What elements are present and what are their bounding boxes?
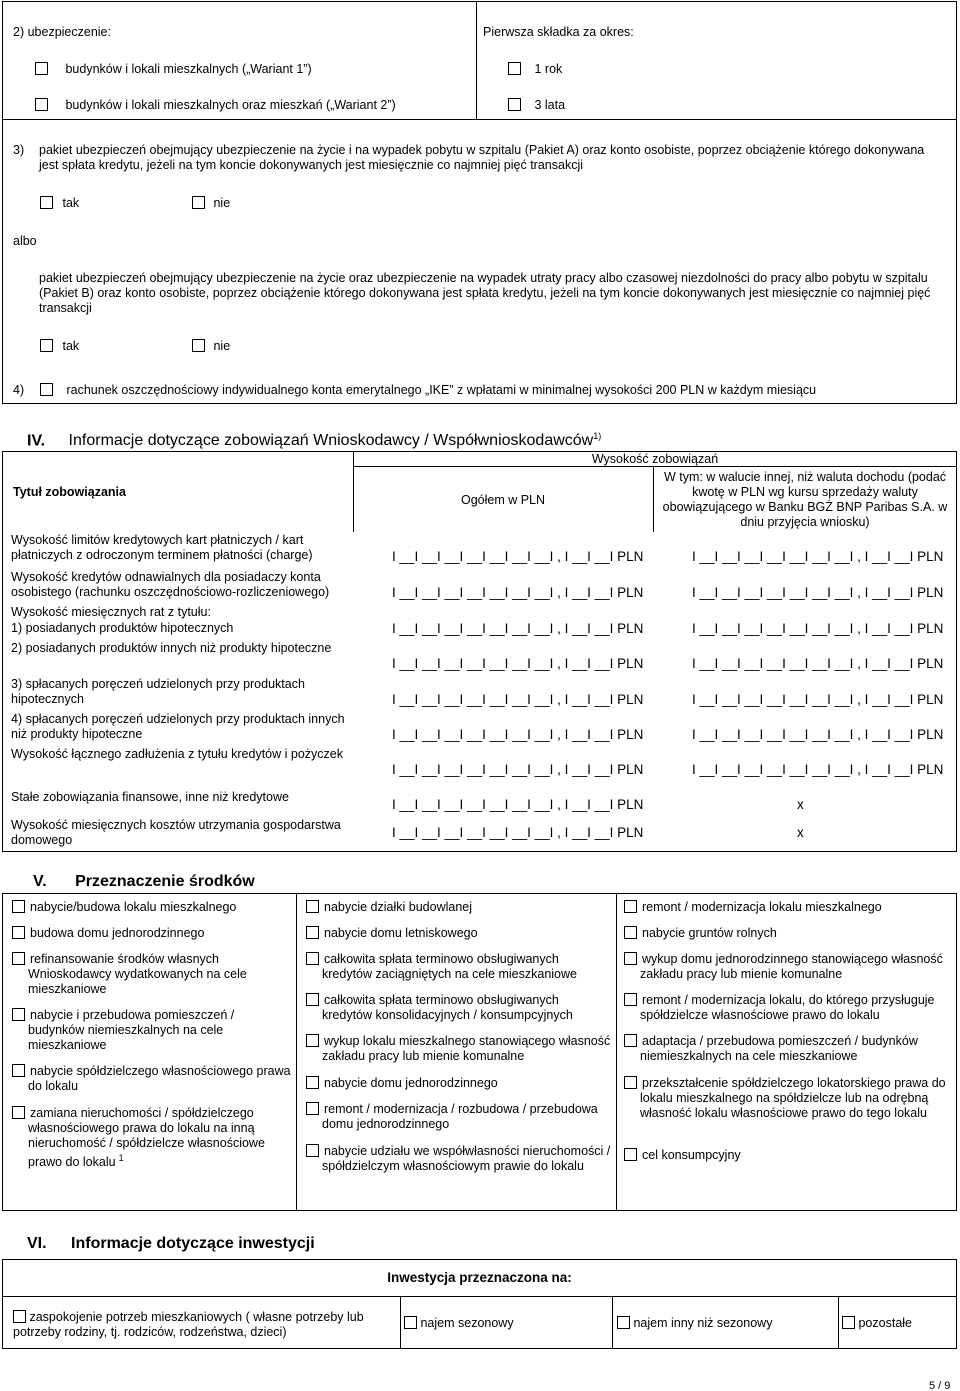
- purpose-label: wykup lokalu mieszkalnego stanowiącego własność zakładu pracy lub mienie komunalne: [322, 1034, 611, 1063]
- premium-period-label: Pierwsza składka za okres:: [483, 25, 634, 39]
- section-iv-title: Informacje dotyczące zobowiązań Wnioskodawcy / Współwnioskodawców: [68, 432, 594, 450]
- section2-label: 2) ubezpieczenie:: [13, 25, 111, 39]
- no-label: nie: [213, 339, 231, 353]
- obligation-row-label: Wysokość kredytów odnawialnych dla posiadaczy konta osobistego (rachunku oszczędnościowo-rozliczeniowego): [11, 570, 330, 599]
- section-v-title: Przeznaczenie środków: [75, 873, 255, 890]
- ike-checkbox[interactable]: [40, 383, 53, 396]
- purpose-checkbox[interactable]: [12, 926, 25, 939]
- purpose-label: remont / modernizacja / rozbudowa / przebudowa domu jednorodzinnego: [322, 1102, 598, 1131]
- foreign-currency-field[interactable]: I __I __I __I __I __I __I __I , I __I __I PLN: [692, 762, 944, 777]
- purpose-checkbox[interactable]: [12, 952, 25, 965]
- total-pln-field[interactable]: I __I __I __I __I __I __I __I , I __I __I PLN: [392, 656, 644, 671]
- obligation-row-label: Wysokość miesięcznych rat z tytułu:: [11, 605, 211, 619]
- ike-label: rachunek oszczędnościowy indywidualnego konta emerytalnego „IKE” z wpłatami w minimalnej wysokości 200 PLN w każdym miesiącu: [66, 383, 817, 397]
- purpose-option: [306, 1076, 611, 1091]
- section-v-heading: [33, 873, 255, 891]
- total-pln-field[interactable]: I __I __I __I __I __I __I __I , I __I __I PLN: [392, 797, 644, 812]
- package-b-yes-checkbox[interactable]: [40, 339, 53, 352]
- page-number: 5 / 9: [929, 1380, 951, 1391]
- purpose-checkbox[interactable]: [306, 1144, 319, 1157]
- investment-other: [842, 1316, 912, 1331]
- col-amount-header: Wysokość zobowiązań: [591, 452, 719, 466]
- purpose-option: [624, 993, 954, 1023]
- own-needs-label: zaspokojenie potrzeb mieszkaniowych ( własne potrzeby lub potrzeby rodziny, tj. rodziców, rodzeństwa, dzieci): [13, 1310, 364, 1339]
- investment-other-rent: [617, 1316, 772, 1331]
- purpose-checkbox[interactable]: [306, 1102, 319, 1115]
- variant2-checkbox[interactable]: [35, 98, 48, 111]
- purpose-option: [306, 993, 611, 1023]
- package-a-text: pakiet ubezpieczeń obejmujący ubezpieczenie na życie i na wypadek pobytu w szpitalu (Pakiet A) oraz konto osobiste, poprzez obciążenie którego dokonywana jest spłata kredytu, jeżeli na tym koncie dokonywanych jest miesięcznie co najmniej pięć transakcji: [39, 143, 925, 172]
- purpose-option: [306, 1102, 611, 1132]
- foreign-currency-field[interactable]: I __I __I __I __I __I __I __I , I __I __I PLN: [692, 692, 944, 707]
- purpose-checkbox[interactable]: [306, 952, 319, 965]
- foreign-currency-field[interactable]: I __I __I __I __I __I __I __I , I __I __I PLN: [692, 656, 944, 671]
- investment-own-needs: [13, 1310, 398, 1340]
- purpose-label: nabycie działki budowlanej: [324, 900, 473, 914]
- purpose-label: nabycie gruntów rolnych: [642, 926, 777, 940]
- purpose-checkbox[interactable]: [306, 1034, 319, 1047]
- total-pln-field[interactable]: I __I __I __I __I __I __I __I , I __I __I PLN: [392, 762, 644, 777]
- foreign-currency-field[interactable]: I __I __I __I __I __I __I __I , I __I __I PLN: [692, 727, 944, 742]
- purpose-checkbox[interactable]: [624, 952, 637, 965]
- col-total-pln: Ogółem w PLN: [460, 493, 546, 507]
- purpose-checkbox[interactable]: [624, 1034, 637, 1047]
- total-pln-field[interactable]: I __I __I __I __I __I __I __I , I __I __I PLN: [392, 585, 644, 600]
- purpose-checkbox[interactable]: [306, 993, 319, 1006]
- package-b-text: pakiet ubezpieczeń obejmujący ubezpieczenie na życie oraz ubezpieczenie na wypadek utraty pracy albo czasowej niezdolności do pracy albo pobytu w szpitalu (Pakiet B) oraz konto osobiste, poprzez obciążenie którego dokonywana jest spłata kredytu, jeżeli na tym koncie dokonywanych jest miesięcznie co najmniej pięć transakcji: [39, 271, 931, 315]
- section-v-number: V.: [33, 873, 47, 890]
- purpose-checkbox[interactable]: [12, 1106, 25, 1119]
- purpose-label: zamiana nieruchomości / spółdzielczego własnościowego prawa do lokalu na inną nieruchomość / spółdzielcze własnościowe prawo do lokalu: [28, 1106, 265, 1170]
- purpose-label: nabycie spółdzielczego własnościowego prawa do lokalu: [28, 1064, 291, 1093]
- foreign-currency-field[interactable]: I __I __I __I __I __I __I __I , I __I __I PLN: [692, 621, 944, 636]
- purpose-label: remont / modernizacja lokalu, do którego przysługuje spółdzielcze własnościowe prawo do lokalu: [640, 993, 935, 1022]
- option-variant2: [35, 98, 396, 113]
- purpose-checkbox[interactable]: [624, 993, 637, 1006]
- seasonal-rent-checkbox[interactable]: [404, 1316, 417, 1329]
- purpose-label: całkowita spłata terminowo obsługiwanych kredytów konsolidacyjnych / konsumpcyjnych: [322, 993, 573, 1022]
- purpose-checkbox[interactable]: [306, 926, 319, 939]
- other-checkbox[interactable]: [842, 1316, 855, 1329]
- seasonal-rent-label: najem sezonowy: [420, 1316, 514, 1330]
- total-pln-field[interactable]: I __I __I __I __I __I __I __I , I __I __I PLN: [392, 621, 644, 636]
- investment-seasonal-rent: [404, 1316, 514, 1331]
- purpose-label: wykup domu jednorodzinnego stanowiącego własność zakładu pracy lub mienie komunalne: [640, 952, 943, 981]
- foreign-currency-field[interactable]: I __I __I __I __I __I __I __I , I __I __I PLN: [692, 549, 944, 564]
- purpose-checkbox[interactable]: [624, 900, 637, 913]
- section3-number: 3): [13, 143, 25, 157]
- option-variant1: [35, 62, 312, 77]
- option-period-2: [508, 98, 565, 113]
- purpose-checkbox[interactable]: [12, 1064, 25, 1077]
- purpose-option: [12, 952, 292, 997]
- obligation-row-label: Wysokość miesięcznych kosztów utrzymania gospodarstwa domowego: [11, 818, 341, 847]
- purpose-footnote: 1: [118, 1153, 124, 1163]
- period1-label: 1 rok: [534, 62, 563, 76]
- total-pln-field[interactable]: I __I __I __I __I __I __I __I , I __I __I PLN: [392, 549, 644, 564]
- purpose-option: [306, 1034, 611, 1064]
- variant1-label: budynków i lokali mieszkalnych („Wariant 1”): [65, 62, 312, 76]
- section-vi-heading: [27, 1235, 315, 1253]
- ike-option: [40, 383, 816, 398]
- section-iv-footnote: 1): [593, 431, 602, 441]
- own-needs-checkbox[interactable]: [13, 1310, 26, 1323]
- not-applicable-mark: x: [797, 825, 804, 840]
- other-rent-checkbox[interactable]: [617, 1316, 630, 1329]
- obligation-row-label: 4) spłacanych poręczeń udzielonych przy produktach innych niż produkty hipoteczne: [11, 712, 345, 741]
- purpose-label: nabycie udziału we współwłasności nieruchomości / spółdzielczym własnościowym prawie do lokalu: [322, 1144, 611, 1173]
- foreign-currency-field[interactable]: I __I __I __I __I __I __I __I , I __I __I PLN: [692, 585, 944, 600]
- package-a-no-checkbox[interactable]: [192, 196, 205, 209]
- purpose-checkbox[interactable]: [306, 1076, 319, 1089]
- other-label: pozostałe: [858, 1316, 912, 1330]
- yes-label: tak: [62, 196, 80, 210]
- purpose-checkbox[interactable]: [306, 900, 319, 913]
- option-period-1: [508, 62, 562, 77]
- purpose-option: [624, 952, 954, 982]
- purpose-label: remont / modernizacja lokalu mieszkalnego: [642, 900, 882, 914]
- package-b-no-checkbox[interactable]: [192, 339, 205, 352]
- investment-header: Inwestycja przeznaczona na:: [387, 1270, 572, 1285]
- col-foreign-currency: W tym: w walucie innej, niż waluta dochodu (podać kwotę w PLN wg kursu sprzedaży waluty obowiązującego w Banku BGŻ BNP Paribas S.A. w dniu przyjęcia wniosku): [662, 470, 948, 529]
- total-pln-field[interactable]: I __I __I __I __I __I __I __I , I __I __I PLN: [392, 727, 644, 742]
- purpose-option: [12, 926, 292, 941]
- purpose-option: [12, 900, 292, 915]
- purpose-checkbox[interactable]: [624, 1148, 637, 1161]
- obligation-row-label: 3) spłacanych poręczeń udzielonych przy produktach hipotecznych: [11, 677, 305, 706]
- purpose-option: [12, 1064, 292, 1094]
- purpose-option: [624, 900, 954, 915]
- or-label: albo: [13, 234, 37, 248]
- obligation-row-label: Stałe zobowiązania finansowe, inne niż kredytowe: [11, 790, 289, 804]
- purpose-option: [12, 1008, 292, 1053]
- purpose-option: [12, 1106, 292, 1170]
- section-iv-heading: [27, 427, 601, 450]
- package-a-yes: [40, 196, 79, 211]
- purpose-option: [624, 926, 954, 941]
- purpose-label: nabycie domu jednorodzinnego: [324, 1076, 498, 1090]
- section-iv-number: IV.: [27, 432, 46, 450]
- package-a-no: [192, 196, 230, 211]
- purpose-checkbox[interactable]: [12, 900, 25, 913]
- obligation-row-label: 2) posiadanych produktów innych niż produkty hipoteczne: [11, 641, 332, 655]
- section4-number: 4): [13, 383, 25, 397]
- purpose-label: przekształcenie spółdzielczego lokatorskiego prawa do lokalu mieszkalnego na spółdzielcze lub na odrębną własność lokalu własnościowe prawo do tego lokalu: [640, 1076, 946, 1120]
- purpose-label: nabycie i przebudowa pomieszczeń / budynków niemieszkalnych na cele mieszkaniowe: [28, 1008, 235, 1052]
- purpose-option: [306, 926, 611, 941]
- obligation-row-label: Wysokość łącznego zadłużenia z tytułu kredytów i pożyczek: [11, 747, 343, 761]
- period2-checkbox[interactable]: [508, 98, 521, 111]
- period1-checkbox[interactable]: [508, 62, 521, 75]
- purpose-label: nabycie domu letniskowego: [324, 926, 478, 940]
- purpose-option: [306, 952, 611, 982]
- other-rent-label: najem inny niż sezonowy: [633, 1316, 773, 1330]
- purpose-label: refinansowanie środków własnych Wnioskodawcy wydatkowanych na cele mieszkaniowe: [28, 952, 247, 996]
- variant2-label: budynków i lokali mieszkalnych oraz mieszkań („Wariant 2”): [65, 98, 396, 112]
- purpose-label: budowa domu jednorodzinnego: [30, 926, 205, 940]
- obligation-row-label: 1) posiadanych produktów hipotecznych: [11, 621, 234, 635]
- purpose-label: cel konsumpcyjny: [642, 1148, 741, 1162]
- obligation-row-label: Wysokość limitów kredytowych kart płatniczych / kart płatniczych z odroczonym terminem płatności (charge): [11, 533, 313, 562]
- purpose-option: [624, 1076, 954, 1121]
- period2-label: 3 lata: [534, 98, 566, 112]
- not-applicable-mark: x: [797, 797, 804, 812]
- section-vi-number: VI.: [27, 1235, 47, 1252]
- purpose-checkbox[interactable]: [624, 926, 637, 939]
- purpose-checkbox[interactable]: [624, 1076, 637, 1089]
- purpose-checkbox[interactable]: [12, 1008, 25, 1021]
- purpose-option: [306, 1144, 611, 1174]
- purpose-label: adaptacja / przebudowa pomieszczeń / budynków niemieszkalnych na cele mieszkaniowe: [640, 1034, 918, 1063]
- variant1-checkbox[interactable]: [35, 62, 48, 75]
- total-pln-field[interactable]: I __I __I __I __I __I __I __I , I __I __I PLN: [392, 825, 644, 840]
- section-vi-title: Informacje dotyczące inwestycji: [71, 1235, 315, 1252]
- package-b-no: [192, 339, 230, 354]
- purpose-option: [624, 1148, 954, 1163]
- yes-label: tak: [62, 339, 80, 353]
- purpose-label: nabycie/budowa lokalu mieszkalnego: [30, 900, 237, 914]
- total-pln-field[interactable]: I __I __I __I __I __I __I __I , I __I __I PLN: [392, 692, 644, 707]
- purpose-option: [624, 1034, 954, 1064]
- package-a-yes-checkbox[interactable]: [40, 196, 53, 209]
- purpose-label: całkowita spłata terminowo obsługiwanych kredytów zaciągniętych na cele mieszkaniowe: [322, 952, 577, 981]
- no-label: nie: [213, 196, 231, 210]
- purpose-option: [306, 900, 611, 915]
- col-obligation-title: Tytuł zobowiązania: [13, 485, 126, 499]
- package-b-yes: [40, 339, 79, 354]
